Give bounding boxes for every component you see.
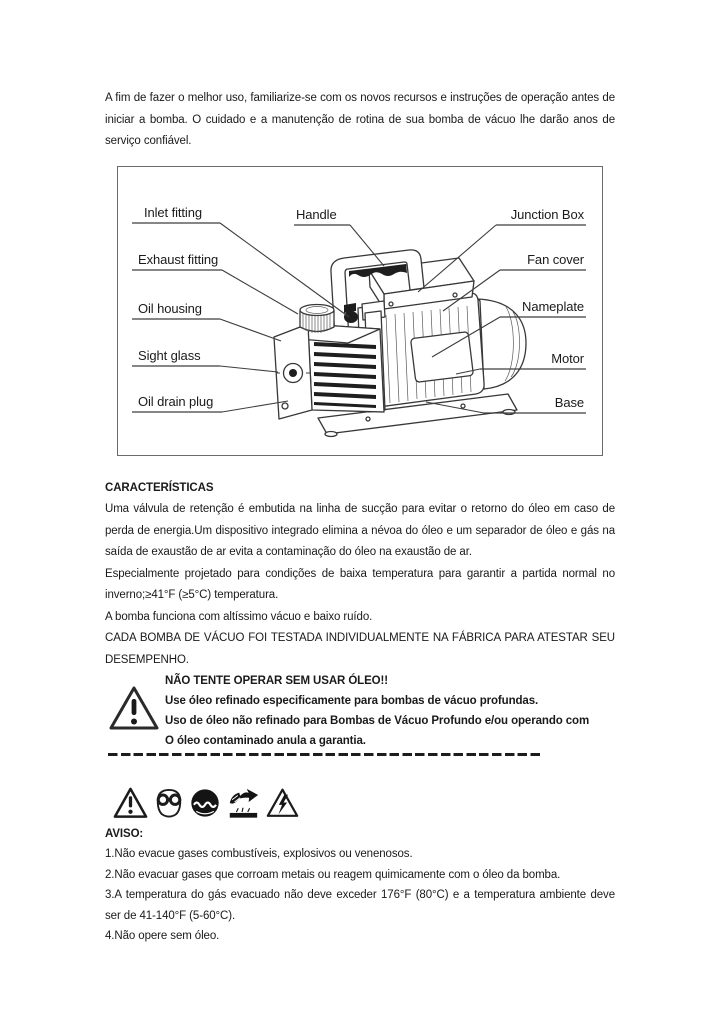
label-fan-cover: Fan cover bbox=[527, 251, 584, 267]
label-oil-housing: Oil housing bbox=[138, 300, 202, 316]
pump-diagram bbox=[118, 167, 602, 455]
oil-warning-line-3: Uso de óleo não refinado para Bombas de Vácuo Profundo e/ou operando com bbox=[165, 715, 590, 727]
label-sight-glass: Sight glass bbox=[138, 347, 201, 363]
label-oil-drain-plug: Oil drain plug bbox=[138, 393, 214, 409]
label-junction-box: Junction Box bbox=[510, 206, 584, 222]
burn-hazard-hand-icon bbox=[226, 786, 260, 820]
aviso-item-2: 2.Não evacuar gases que corroam metais ou reagem quimicamente com o óleo da bomba. bbox=[105, 868, 561, 881]
intro-paragraph: A fim de fazer o melhor uso, familiarize-se com os novos recursos e instruções de operação antes de iniciar a bomba. O cuidado e a manutenção de rotina de sua bomba de vácuo lhe darão anos de serviço confiável. bbox=[105, 92, 615, 147]
oil-warning-line-4: O óleo contaminado anula a garantia. bbox=[165, 735, 366, 747]
hot-surface-vibration-icon bbox=[190, 786, 220, 820]
features-paragraph-2: Especialmente projetado para condições de baixa temperatura para garantir a partida normal no inverno;≥41°F (≥5°C) temperatura. bbox=[105, 567, 615, 601]
aviso-item-3: 3.A temperatura do gás evacuado não deve exceder 176°F (80°C) e a temperatura ambiente deve ser de 41-140°F (5-60°C). bbox=[105, 889, 615, 922]
oil-warning-note bbox=[105, 671, 615, 751]
pump-diagram-frame bbox=[117, 166, 603, 456]
aviso-heading: AVISO: bbox=[105, 828, 144, 840]
aviso-item-4: 4.Não opere sem óleo. bbox=[105, 930, 220, 942]
label-inlet-fitting: Inlet fitting bbox=[144, 204, 202, 220]
general-warning-icon bbox=[113, 786, 148, 820]
warning-triangle-icon bbox=[108, 684, 160, 732]
features-heading: CARACTERÍSTICAS bbox=[105, 481, 214, 494]
oil-warning-line-1: NÃO TENTE OPERAR SEM USAR ÓLEO!! bbox=[165, 675, 388, 687]
oil-warning-line-2: Use óleo refinado especificamente para bombas de vácuo profundas. bbox=[165, 695, 539, 707]
features-paragraph-1: Uma válvula de retenção é embutida na linha de sucção para evitar o retorno do óleo em caso de perda de energia.Um dispositivo integrado elimina a névoa do óleo e um separador de óleo e gás na saída de exaustão de ar evita a contaminação do óleo na exaustão de ar. bbox=[105, 503, 615, 558]
label-nameplate: Nameplate bbox=[522, 298, 584, 314]
label-exhaust-fitting: Exhaust fitting bbox=[138, 251, 219, 267]
label-base: Base bbox=[554, 394, 584, 410]
tested-statement: CADA BOMBA DE VÁCUO FOI TESTADA INDIVIDUALMENTE NA FÁBRICA PARA ATESTAR SEU DESEMPENHO. bbox=[105, 632, 615, 666]
features-paragraph-3: A bomba funciona com altíssimo vácuo e baixo ruído. bbox=[105, 610, 373, 623]
aviso-item-1: 1.Não evacue gases combustíveis, explosivos ou venenosos. bbox=[105, 848, 413, 860]
dash-divider bbox=[108, 753, 542, 756]
label-motor: Motor bbox=[551, 350, 584, 366]
electric-shock-icon bbox=[266, 786, 299, 820]
eye-protection-icon bbox=[154, 786, 184, 820]
label-handle: Handle bbox=[296, 206, 337, 222]
safety-icons-row bbox=[113, 782, 615, 820]
